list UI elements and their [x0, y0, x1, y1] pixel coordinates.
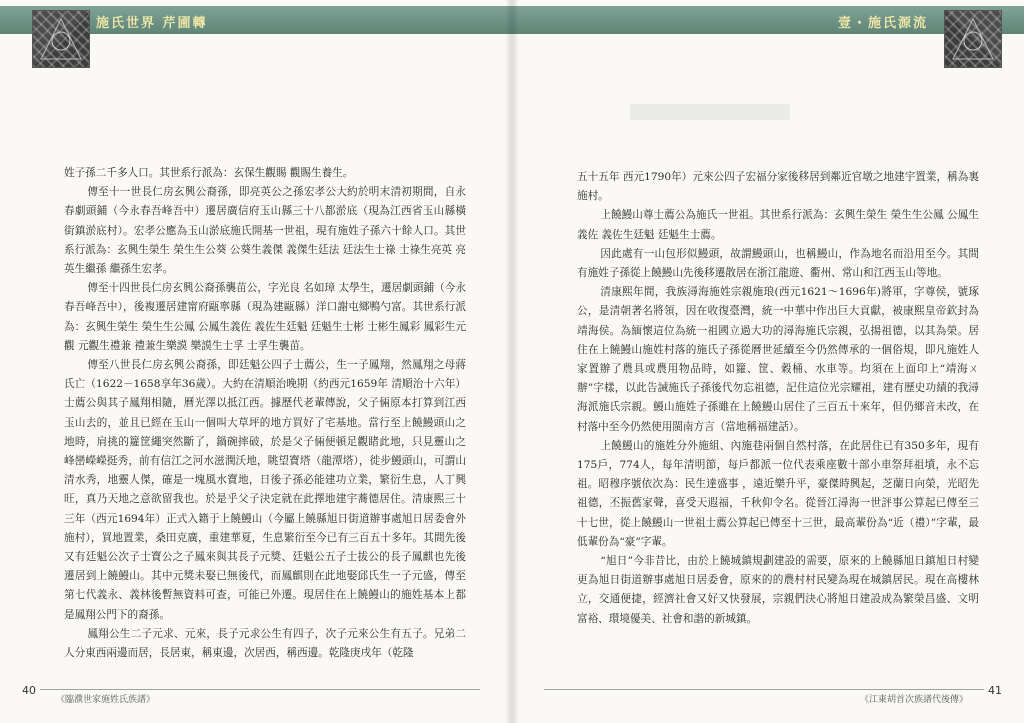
left-header-title: 施氏世界 芹圃轉: [96, 16, 208, 31]
left-paragraph: 傳至十一世長仁房玄興公裔孫，即亮英公之孫宏孝公大約於明末清初期間，自永春劇頭鋪（今永春吾峰吾中）遷居廣信府玉山縣三十八都淤底（現為江西省玉山縣橫街鎮淤底村）。宏孝公應為玉山淤底施氏開基一世祖，現有施姓子孫六十餘人口。其世系行派為：玄興生榮生 榮生生公葵 公葵生義傑 義傑生廷法 廷法生士祿 士祿生亮英 亮英生繼孫 繼孫生宏孝。: [64, 186, 466, 276]
right-page-number: 41: [988, 684, 1002, 697]
right-paragraph: 五十五年 西元1790年）元來公四子宏福分家後移居到鄰近官墩之地建宇置業，稱為裏施村。: [577, 171, 979, 203]
right-paragraph: 上饒鰻山尊士薦公為施氏一世祖。其世系行派為：玄興生榮生 榮生生公鳳 公鳳生義佐 義佐生廷魁 廷魁生士薦。: [577, 209, 979, 241]
left-footer-text: 《臨濮世家施姓氏族譜》: [56, 695, 156, 705]
right-header-title: 壹・施氏源流: [837, 16, 928, 31]
right-page: [512, 0, 1024, 723]
right-paragraph: 因此處有一山包形似鰻頭，故謂鰻頭山，也稱鰻山，作為地名而沿用至今。其間有施姓子孫從上饒鰻山先後移遷散居在浙江龍遊、衢州、常山和江西玉山等地。: [577, 247, 979, 280]
left-footer-rule: [40, 689, 480, 690]
left-paragraph: 鳳翔公生二子元求、元來，長子元求公生有四子，次子元來公生有五子。兄弟二人分東西兩邊而居，長居東，稱東邊，次居西，稱西邊。乾隆庚戌年（乾隆: [64, 627, 466, 660]
left-paragraph: 姓子孫二千多人口。其世系行派為：玄保生觀賜 觀賜生養生。: [64, 167, 354, 179]
right-footer-rule: [544, 689, 984, 690]
right-paragraph: 清康熙年間，我族潯海施姓宗親施琅(西元1621～1696年)將軍，字尊侯，號琢公，是清朝著名將領，因在收復臺灣，統一中華中作出巨大貢獻，被康熙皇帝欽封為靖海侯。為緬懷這位為統一祖國立過大功的潯海施氏宗親，弘揚祖德，以其為榮。居住在上饒鰻山施姓村落的施氏子孫從曆世延續至今仍然傳承的一個俗規，即凡施姓人家置辦了農具或農用物品時，如籮、筐、穀桶、水車等。均須在上面印上“靖海ㄨ辦”字樣，以此告誡施氏子孫後代勿忘祖德，記住這位光宗耀祖，建有歷史功績的我潯海派施氏宗親。鰻山施姓子孫雖在上饒鰻山居住了三百五十來年，但仍鄉音未改，在村落中至今仍然使用閩南方言（當地稱福建話）。: [577, 286, 979, 433]
left-page-number: 40: [22, 684, 36, 697]
right-footer-text: 《江東胡首次族譜代後傳》: [859, 695, 968, 705]
right-body-text: [577, 168, 979, 629]
right-paragraph: “旭日”今非昔比，由於上饒城鎮規劃建設的需要，原來的上饒縣旭日鎮旭日村變更為旭日街道辦事處旭日居委會，原來的的農村村民變為現在城鎮居民。現在高樓林立，交通便捷，經濟社會又好又快發展，宗親們決心將旭日建設成為繁榮昌盛、文明富裕、環境優美、社會和諧的新城鎮。: [577, 555, 979, 625]
book-gutter: [505, 0, 519, 723]
left-corner-ornament-icon: [32, 10, 90, 68]
left-body-text: [64, 164, 466, 663]
faint-bleedthrough-heading: [630, 104, 790, 120]
left-paragraph: 傳至十四世長仁房玄興公裔孫襲苗公，字光良 名如璋 太學生，遷居劇頭鋪（今永春吾峰吾中），後複遷居建甯府甌寧縣（現為建甌縣）洋口謝屯鄉鴨勺富。其世系行派為：玄興生榮生 榮生生公鳳 公鳳生義佐 義佐生廷魁 廷魁生士彬 士彬生鳳彩 鳳彩生元觀 元觀生禮兼 禮兼生樂謨 樂謨生士孚 士孚生襲苗。: [64, 282, 466, 352]
left-paragraph: 傳至八世長仁房玄興公裔孫，即廷魁公四子士薦公，生一子鳳翔，然鳳翔之母蔣氏亡（1622－1658享年36歲）。大約在清順治晚期（約西元1659年 清順治十六年）士薦公與其子鳳翔相隨，曆光澤以抵江西。據歷代老輩傳說，父子倆原本打算到江西玉山去的，並且已經在玉山一個叫大草坪的地方買好了宅基地。當行至上饒鰻頭山之地時，肩挑的籮筐繩突然斷了，鍋碗摔破，於是父子倆便頓足觀睹此地，只見靈山之峰巒嶸嶸挺秀，前有信江之河水滋潤沃地，眺望寶塔（龍潭塔），徙步鰻頭山，可謂山清水秀，地靈人傑，確是一塊風水寶地，日後子孫必能建功立業，繁衍生息，人丁興旺，真乃天地之意欲留我也。於是乎父子決定就在此擇地建宇蕎德居住。清康熙三十三年（西元1694年）正式入籍于上饒鰻山（今屬上饒縣旭日街道辦事處旭日居委會外施村），買地置業，桑田克廣，重建華夏，生息繁衍至今已有三百五十多年。其間先後又有廷魁公次子士寶公之子鳳來與其長子元獎、廷魁公五子士拔公的長子鳳麒也先後遷居到上饒鰻山。其中元獎未娶已無後代，而鳳麒則在此地娶邱氏生一子元盛，傳至第七代義永、義林後暫無資料可查，可能已外遷。現居住在上饒鰻山的施姓基本上都是鳳翔公門下的裔孫。: [64, 359, 466, 621]
right-paragraph: 上饒鰻山的施姓分外施組、內施巷兩個自然村落，在此居住已有350多年，現有175戶，774人，每年清明節，每戶都派一位代表乘座數十部小車祭拜祖墳，永不忘祖。昭穆序號依次為：民生達盛事 ，遠近樂升平，豪傑時興起，芝蘭日向榮，光昭先祖德，丕振舊家聲，喜受天遐福，千秋仰令名。從晉江潯海一世評事公算起已傳至三十七世，從上饒鰻山一世祖士薦公算起已傳至十三世，最高輩份為“近（禮）”字輩，最低輩份為“豪”字輩。: [577, 439, 979, 548]
right-corner-ornament-icon: [944, 10, 1002, 68]
